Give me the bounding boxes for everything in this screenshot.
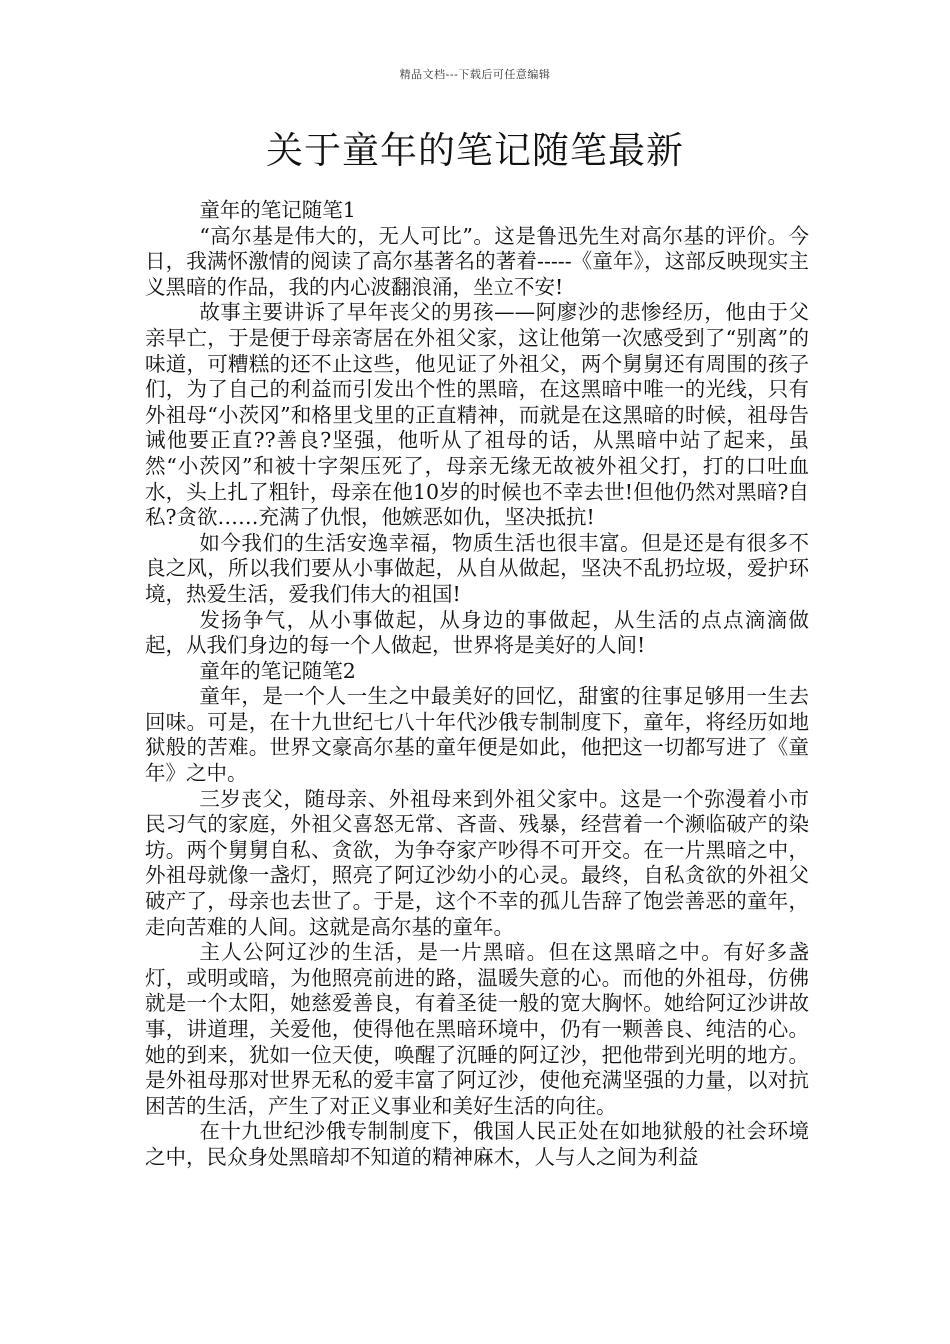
paragraph: 故事主要讲诉了早年丧父的男孩——阿廖沙的悲惨经历，他由于父亲早亡，于是便于母亲寄居在外祖父家，这让他第一次感受到了“别离”的味道，可糟糕的还不止这些，他见证了外祖父，两个舅舅还有周围的孩子们，为了自己的利益而引发出个性的黑暗，在这黑暗中唯一的光线，只有外祖母“小茨冈”和格里戈里的正直精神，而就是在这黑暗的时候，祖母告诫他要正直??善良?坚强，他听从了祖母的话，从黑暗中站了起来，虽然“小茨冈”和被十字架压死了，母亲无缘无故被外祖父打，打的口吐血水，头上扎了粗针，母亲在他10岁的时候也不幸去世!但他仍然对黑暗?自私?贪欲……充满了仇恨，他嫉恶如仇，坚决抵抗!: [145, 300, 809, 530]
paragraph: 三岁丧父，随母亲、外祖母来到外祖父家中。这是一个弥漫着小市民习气的家庭，外祖父喜怒无常、吝啬、残暴，经营着一个濒临破产的染坊。两个舅舅自私、贪欲，为争夺家产吵得不可开交。在一片黑暗之中，外祖母就像一盏灯，照亮了阿辽沙幼小的心灵。最终，自私贪欲的外祖父破产了，母亲也去世了。于是，这个不幸的孤儿告辞了饱尝善恶的童年，走向苦难的人间。这就是高尔基的童年。: [145, 786, 809, 939]
paragraph: 童年，是一个人一生之中最美好的回忆，甜蜜的往事足够用一生去回味。可是，在十九世纪七八十年代沙俄专制制度下，童年，将经历如地狱般的苦难。世界文豪高尔基的童年便是如此，他把这一切都写进了《童年》之中。: [145, 684, 809, 786]
section-heading-2: 童年的笔记随笔2: [199, 658, 356, 683]
header-note: 精品文档---下载后可任意编辑: [399, 68, 551, 81]
paragraph: 主人公阿辽沙的生活，是一片黑暗。但在这黑暗之中。有好多盏灯，或明或暗，为他照亮前进的路，温暖失意的心。而他的外祖母，仿佛就是一个太阳，她慈爱善良，有着圣徒一般的宽大胸怀。她给阿辽沙讲故事，讲道理，关爱他，使得他在黑暗环境中，仍有一颗善良、纯洁的心。她的到来，犹如一位天使，唤醒了沉睡的阿辽沙，把他带到光明的地方。是外祖母那对世界无私的爱丰富了阿辽沙，使他充满坚强的力量，以对抗困苦的生活，产生了对正义事业和美好生活的向往。: [145, 940, 809, 1118]
paragraph: 在十九世纪沙俄专制制度下，俄国人民正处在如地狱般的社会环境之中，民众身处黑暗却不知道的精神麻木，人与人之间为利益: [145, 1119, 809, 1169]
paragraph: 发扬争气，从小事做起，从身边的事做起，从生活的点点滴滴做起，从我们身边的每一个人做起，世界将是美好的人间!: [145, 607, 809, 658]
paragraph: 如今我们的生活安逸幸福，物质生活也很丰富。但是还是有很多不良之风，所以我们要从小事做起，从自从做起，坚决不乱扔垃圾，爱护环境，热爱生活，爱我们伟大的祖国!: [145, 530, 809, 606]
section-heading-1: 童年的笔记随笔1: [199, 198, 356, 222]
paragraph: “高尔基是伟大的，无人可比”。这是鲁迅先生对高尔基的评价。今日，我满怀激情的阅读了高尔基著名的著着-----《童年》，这部反映现实主义黑暗的作品，我的内心波翻浪涌，坐立不安!: [145, 223, 809, 299]
document-body: [145, 198, 809, 1171]
document-title: 关于童年的笔记随笔最新: [266, 129, 684, 172]
